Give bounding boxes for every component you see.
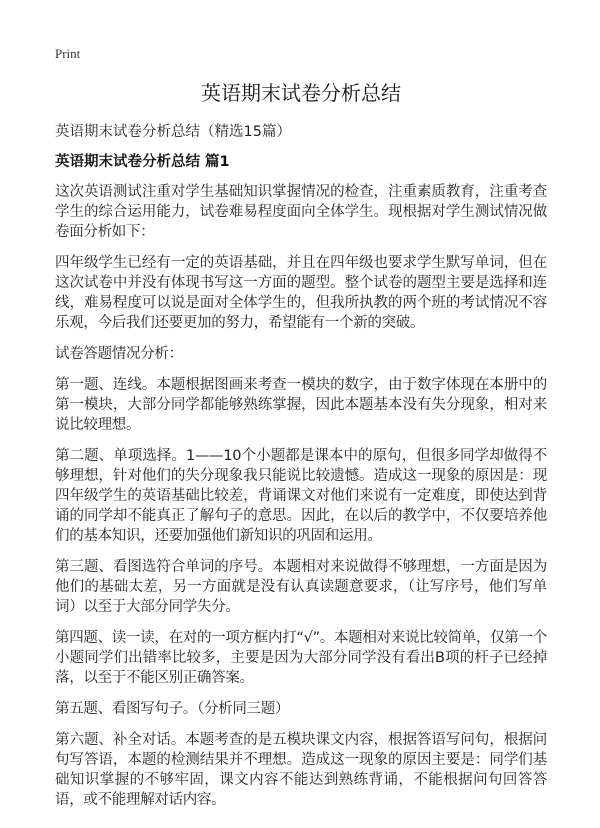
paragraph-question-6: 第六题、补全对话。本题考查的是五模块课文内容，根据答语写问句，根据问句写答语，本题的检测结果并不理想。造成这一现象的原因主要是：同学们基础知识掌握的不够牢固，课文内容不能达到熟练背诵，不能根据问句回答答语，或不能理解对话内容。 <box>55 732 547 808</box>
document-body <box>55 78 547 821</box>
paragraph-question-1: 第一题、连线。本题根据图画来考查一模块的数字，由于数字体现在本册中的第一模块，大部分同学都能够熟练掌握，因此本题基本没有失分现象，相对来说比较理想。 <box>55 377 547 433</box>
paragraph-question-3: 第三题、看图选符合单词的序号。本题相对来说做得不够理想，一方面是因为他们的基础太差，另一方面就是没有认真读题意要求，（让写序号，他们写单词）以至于大部分同学失分。 <box>55 559 547 615</box>
paragraph-background: 四年级学生已经有一定的英语基础，并且在四年级也要求学生默写单词，但在这次试卷中并没有体现书写这一方面的题型。整个试卷的题型主要是选择和连线，难易程度可以说是面对全体学生的，但我所执教的两个班的考试情况不容乐观，今后我们还要更加的努力，希望能有一个新的突破。 <box>55 255 547 331</box>
paragraph-question-2: 第二题、单项选择。1——10个小题都是课本中的原句，但很多同学却做得不够理想，针对他们的失分现象我只能说比较遗憾。造成这一现象的原因是：现四年级学生的英语基础比较差，背诵课文对他们来说有一定难度，即使达到背诵的同学却不能真正了解句子的意思。因此，在以后的教学中，不仅要培养他们的基本知识，还要加强他们新知识的巩固和运用。 <box>55 448 547 544</box>
section-heading: 英语期末试卷分析总结 篇1 <box>55 154 230 170</box>
paragraph-question-5: 第五题、看图写句子。（分析同三题） <box>55 701 290 717</box>
paragraph-intro: 这次英语测试注重对学生基础知识掌握情况的检查，注重素质教育，注重考查学生的综合运用能力，试卷难易程度面向全体学生。现根据对学生测试情况做卷面分析如下： <box>55 184 547 240</box>
document-subtitle: 英语期末试卷分析总结（精选15篇） <box>55 124 291 140</box>
paragraph-analysis-heading: 试卷答题情况分析： <box>55 346 183 362</box>
print-link[interactable]: Print <box>55 46 81 61</box>
paragraph-question-4: 第四题、读一读，在对的一项方框内打“√”。本题相对来说比较简单，仅第一个小题同学们出错率比较多，主要是因为大部分同学没有看出B项的杆子已经掉落，以至于不能区别正确答案。 <box>55 630 547 686</box>
page-title: 英语期末试卷分析总结 <box>201 81 401 105</box>
